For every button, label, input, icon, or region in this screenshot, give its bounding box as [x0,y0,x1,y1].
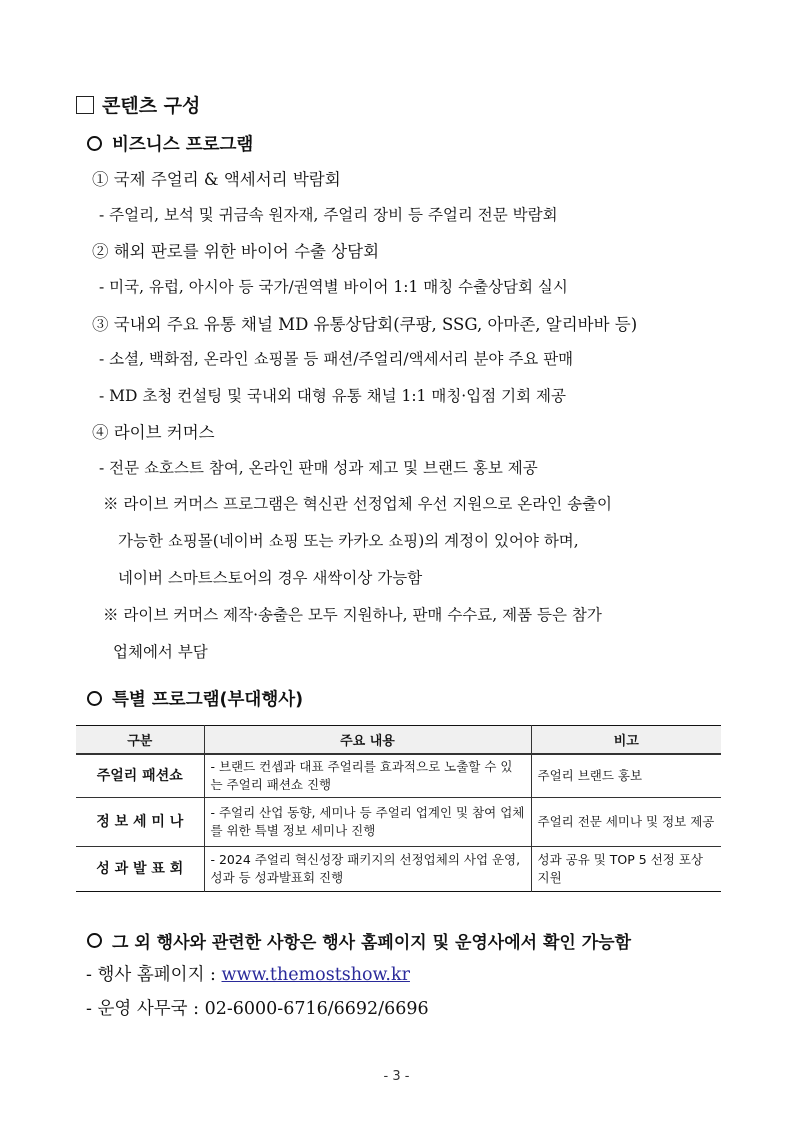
program-item-2-detail: - 미국, 유럽, 아시아 등 국가/권역별 바이어 1:1 매칭 수출상담회 실시 [99,278,568,296]
homepage-label: - 행사 홈페이지 : [86,965,222,985]
row-note: 성과 공유 및 TOP 5 선정 포상 지원 [531,847,721,892]
table-row [76,754,721,798]
circle-bullet-icon [87,136,102,151]
page-number: - 3 - [383,1069,410,1084]
row-content: - 2024 주얼리 혁신성장 패키지의 선정업체의 사업 운영, 성과 등 성과발표회 진행 [204,847,531,892]
office-contact: - 운영 사무국 : 02-6000-6716/6692/6696 [86,999,429,1019]
circle-bullet-icon [87,691,102,706]
column-header: 주요 내용 [204,726,531,754]
checkbox-square-icon [76,96,94,114]
table-row [76,847,721,892]
row-note: 주얼리 전문 세미나 및 정보 제공 [531,798,721,847]
program-item-1-detail: - 주얼리, 보석 및 귀금속 원자재, 주얼리 장비 등 주얼리 전문 박람회 [99,206,558,224]
program-item-3: ③ 국내외 주요 유통 채널 MD 유통상담회(쿠팡, SSG, 아마존, 알리바바 등) [92,315,638,334]
program-item-2: ② 해외 판로를 위한 바이어 수출 상담회 [92,242,380,261]
program-item-3-detail-1: - 소셜, 백화점, 온라인 쇼핑몰 등 패션/주얼리/액세서리 분야 주요 판매 [99,350,574,368]
column-header: 구분 [76,726,204,754]
column-header: 비고 [531,726,721,754]
note-1-line-1: ※ 라이브 커머스 프로그램은 혁신관 선정업체 우선 지원으로 온라인 송출이 [103,495,613,513]
row-content: - 주얼리 산업 동향, 세미나 등 주얼리 업계인 및 참여 업체를 위한 특별 정보 세미나 진행 [204,798,531,847]
special-program-table [76,725,721,892]
note-1-line-3: 네이버 스마트스토어의 경우 새싹이상 가능함 [118,569,423,587]
business-program-title: 비즈니스 프로그램 [87,131,253,156]
circle-bullet-icon [87,933,102,948]
program-item-4: ④ 라이브 커머스 [92,423,215,442]
homepage-link[interactable]: www.themostshow.kr [221,965,410,985]
row-category: 주얼리 패션쇼 [96,767,183,784]
special-program-title: 특별 프로그램(부대행사) [87,686,303,711]
note-2-line-1: ※ 라이브 커머스 제작·송출은 모두 지원하나, 판매 수수료, 제품 등은 참가 [103,606,602,624]
note-1-line-2: 가능한 쇼핑몰(네이버 쇼핑 또는 카카오 쇼핑)의 계정이 있어야 하며, [118,532,579,550]
table-header-row [76,726,721,754]
row-category: 정 보 세 미 나 [76,798,204,847]
footer-notice: 그 외 행사와 관련한 사항은 행사 홈페이지 및 운영사에서 확인 가능함 [87,928,631,953]
row-content: - 브랜드 컨셉과 대표 주얼리를 효과적으로 노출할 수 있는 주얼리 패션쇼 진행 [204,754,531,798]
page-heading [76,91,200,118]
program-item-4-detail: - 전문 쇼호스트 참여, 온라인 판매 성과 제고 및 브랜드 홍보 제공 [99,459,538,477]
note-2-line-2: 업체에서 부담 [113,643,208,661]
program-item-1: ① 국제 주얼리 & 액세서리 박람회 [92,170,341,189]
row-note: 주얼리 브랜드 홍보 [531,754,721,798]
table-row [76,798,721,847]
page-heading-text: 콘텐츠 구성 [102,95,201,117]
homepage-line [86,961,410,986]
row-category: 성 과 발 표 회 [76,847,204,892]
program-item-3-detail-2: - MD 초청 컨설팅 및 국내외 대형 유통 채널 1:1 매칭·입점 기회 제공 [99,387,566,405]
